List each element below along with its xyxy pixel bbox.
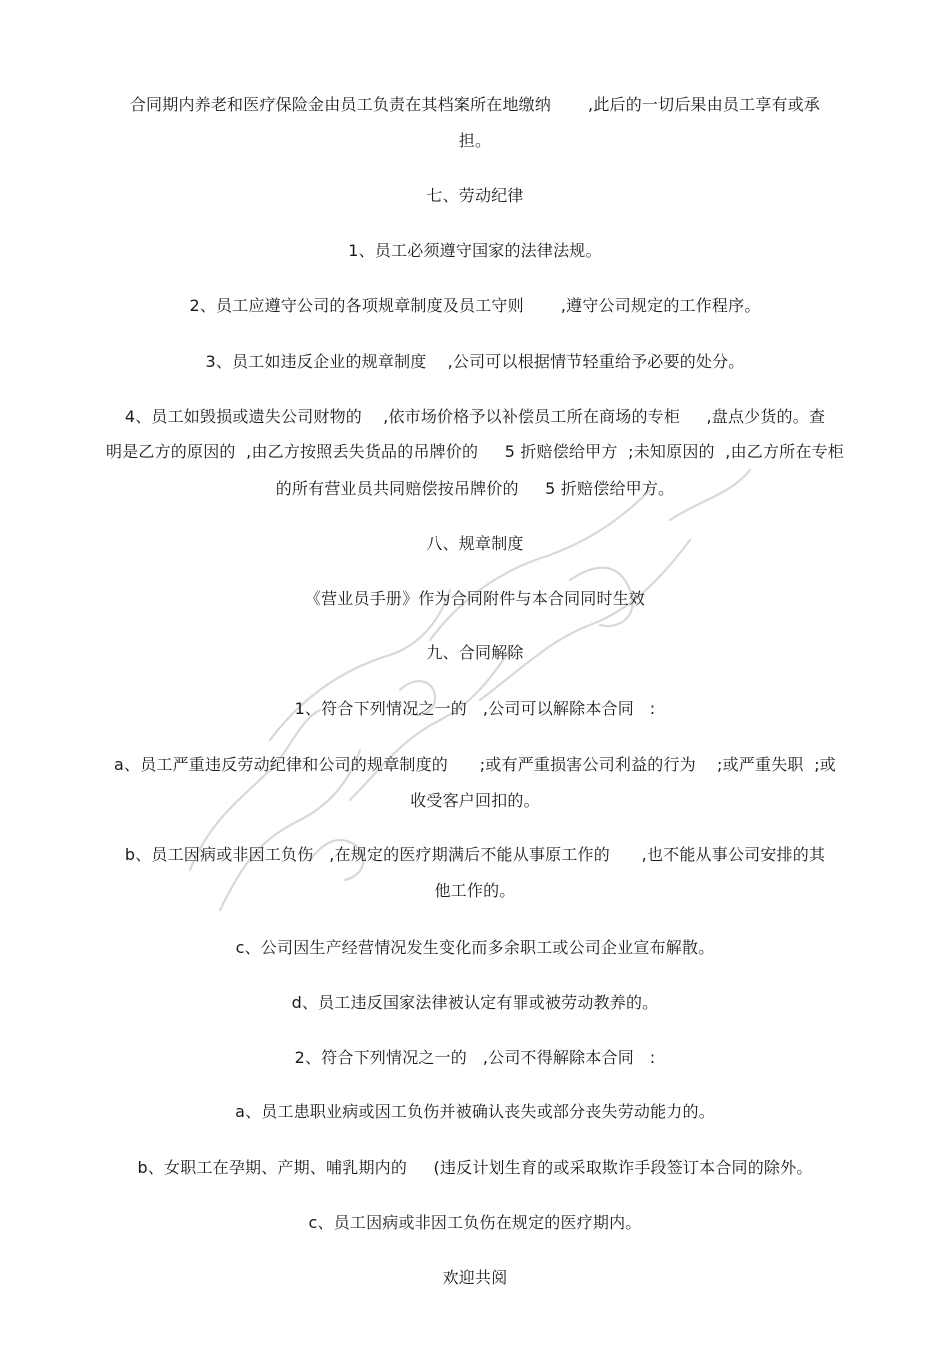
text-line: 2、符合下列情况之一的 ,公司不得解除本合同 : <box>294 1048 656 1067</box>
text-line: c、公司因生产经营情况发生变化而多余职工或公司企业宣布解散。 <box>235 938 715 957</box>
text-line: c、员工因病或非因工负伤在规定的医疗期内。 <box>308 1213 642 1232</box>
text-line: a、员工患职业病或因工负伤并被确认丧失或部分丧失劳动能力的。 <box>235 1102 715 1121</box>
footer-text: 欢迎共阅 <box>442 1268 508 1287</box>
text-line: 明是乙方的原因的 ,由乙方按照丢失货品的吊牌价的 5 折赔偿给甲方 ;未知原因的 ,由乙方所在专柜 <box>106 442 844 461</box>
section-heading: 八、规章制度 <box>426 534 524 553</box>
text-line: d、员工违反国家法律被认定有罪或被劳动教养的。 <box>291 993 659 1012</box>
text-line: 2、员工应遵守公司的各项规章制度及员工守则 ,遵守公司规定的工作程序。 <box>189 296 761 315</box>
section-heading: 七、劳动纪律 <box>426 186 524 205</box>
text-line: 他工作的。 <box>434 881 516 900</box>
text-line: 合同期内养老和医疗保险金由员工负责在其档案所在地缴纳 ,此后的一切后果由员工享有或承 <box>129 95 821 114</box>
text-line: 1、符合下列情况之一的 ,公司可以解除本合同 : <box>294 699 656 718</box>
text-line: b、女职工在孕期、产期、哺乳期内的 (违反计划生育的或采取欺诈手段签订本合同的除外。 <box>137 1158 813 1177</box>
text-line: b、员工因病或非因工负伤 ,在规定的医疗期满后不能从事原工作的 ,也不能从事公司安排的其 <box>124 845 826 864</box>
text-line: 《营业员手册》作为合同附件与本合同同时生效 <box>304 589 646 608</box>
section-heading: 九、合同解除 <box>426 643 524 662</box>
text-line: a、员工严重违反劳动纪律和公司的规章制度的 ;或有严重损害公司利益的行为 ;或严重失职 ;或 <box>113 755 836 774</box>
text-line: 1、员工必须遵守国家的法律法规。 <box>348 241 602 260</box>
text-line: 3、员工如违反企业的规章制度 ,公司可以根据情节轻重给予必要的处分。 <box>205 352 745 371</box>
text-line: 4、员工如毁损或遗失公司财物的 ,依市场价格予以补偿员工所在商场的专柜 ,盘点少货的。查 <box>124 407 826 426</box>
text-line: 收受客户回扣的。 <box>410 791 540 810</box>
text-line: 的所有营业员共同赔偿按吊牌价的 5 折赔偿给甲方。 <box>275 479 675 498</box>
text-line: 担。 <box>458 131 492 150</box>
